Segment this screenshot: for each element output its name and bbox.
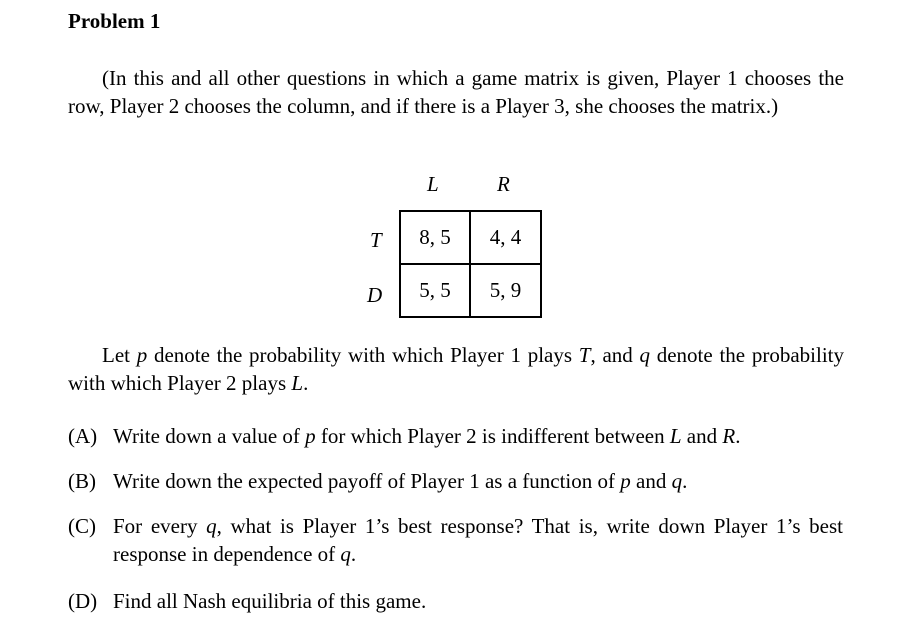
question-text: For every q, what is Player 1’s best response? That is, write down Player 1’s best response in dependence of q.	[113, 514, 843, 566]
question-label: (A)	[68, 424, 98, 448]
table-row	[400, 211, 541, 264]
question-label: (D)	[68, 589, 98, 613]
row-label-D: D	[367, 283, 383, 307]
column-label-R: R	[497, 172, 510, 196]
description-paragraph: Let p denote the probability with which Player 1 plays T, and q denote the probability with which Player 2 plays L.	[68, 343, 844, 395]
question-label: (C)	[68, 514, 96, 538]
question-label: (B)	[68, 469, 96, 493]
question-c	[68, 512, 858, 568]
table-row	[400, 264, 541, 317]
row-label-T: T	[370, 228, 382, 252]
intro-paragraph	[68, 64, 844, 120]
payoff-table	[399, 210, 542, 318]
question-text: Write down the expected payoff of Player 1 as a function of p and q.	[113, 469, 688, 493]
payoff-cell-D-R: 5, 9	[470, 264, 541, 317]
question-a	[68, 422, 858, 450]
question-text: Write down a value of p for which Player 2 is indifferent between L and R.	[113, 424, 741, 448]
problem-title: Problem 1	[68, 9, 161, 33]
payoff-cell-T-L: 8, 5	[400, 211, 470, 264]
payoff-cell-D-L: 5, 5	[400, 264, 470, 317]
question-d	[68, 587, 858, 615]
question-b	[68, 467, 858, 495]
payoff-cell-T-R: 4, 4	[470, 211, 541, 264]
column-label-L: L	[427, 172, 439, 196]
intro-text: (In this and all other questions in which a game matrix is given, Player 1 chooses the row, Player 2 chooses the column, and if there is a Player 3, she chooses the matrix.)	[68, 66, 844, 118]
question-text: Find all Nash equilibria of this game.	[113, 589, 427, 613]
